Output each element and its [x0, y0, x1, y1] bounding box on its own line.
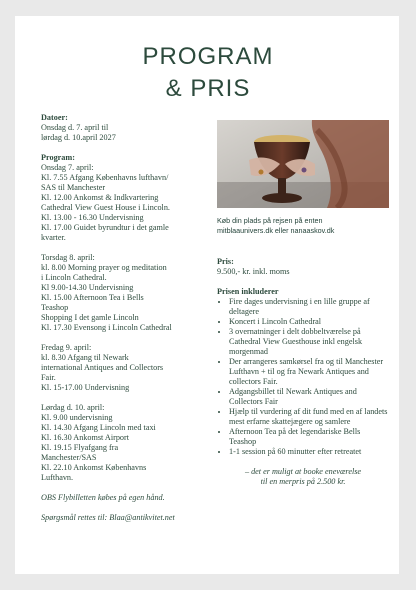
dates-line: lørdag d. 10.april 2027	[41, 133, 116, 142]
program-item: Teashop	[41, 303, 69, 312]
program-item: Shopping I det gamle Lincoln	[41, 313, 139, 322]
program-item: Kl. 13.00 - 16.30 Undervisning	[41, 213, 144, 222]
included-item: • Afternoon Tea på det legendariske Bells Teashop	[229, 427, 389, 447]
program-item: Manchester/SAS	[41, 453, 97, 462]
program-item: SAS til Manchester	[41, 183, 106, 192]
program-item: Kl. 15.00 Afternoon Tea i Bells	[41, 293, 144, 302]
program-item: Kl. 14.30 Afgang Lincoln med taxi	[41, 423, 156, 432]
dates-line: Onsdag d. 7. april til	[41, 123, 109, 132]
included-item: • Fire dages undervisning i en lille gruppe af deltagere	[229, 297, 389, 317]
chalice-photo-illustration	[217, 120, 389, 208]
right-column	[217, 257, 389, 487]
program-item: kvarter.	[41, 233, 66, 242]
page-title-line2: & PRIS	[165, 75, 251, 102]
included-heading: Prisen inkluderer	[217, 287, 279, 296]
program-item: Kl. 17.30 Evensong i Lincoln Cathedral	[41, 323, 172, 332]
booking-caption-line: Køb din plads på rejsen på enten	[217, 216, 323, 225]
included-item: • Koncert i Lincoln Cathedral	[229, 317, 389, 327]
left-column	[41, 113, 207, 523]
program-item: Kl. 9.00 undervisning	[41, 413, 113, 422]
program-item: Fair.	[41, 373, 56, 382]
program-item: Kl. 17.00 Guidet byrundtur i det gamle	[41, 223, 169, 232]
program-day-title: Lørdag d. 10. april:	[41, 403, 105, 412]
program-day-title: Fredag 9. april:	[41, 343, 92, 352]
price-heading: Pris:	[217, 257, 234, 266]
program-item: Cathedral View Guest House i Lincoln.	[41, 203, 170, 212]
included-list	[217, 297, 389, 457]
program-section	[41, 153, 207, 483]
included-item: • 3 overnatninger i delt dobbeltværelse på Cathedral View Guesthouse inkl engelsk morgenmad	[229, 327, 389, 357]
program-day	[41, 253, 207, 333]
question-note: Spørgsmål rettes til: Blaa@antikvitet.net	[41, 513, 175, 522]
program-item: Kl. 7.55 Afgang Københavns lufthavn/	[41, 173, 169, 182]
program-item: Kl. 12.00 Ankomst & Indkvartering	[41, 193, 159, 202]
dates-section	[41, 113, 207, 143]
program-item: Kl. 16.30 Ankomst Airport	[41, 433, 130, 442]
single-room-note	[217, 467, 389, 487]
program-item: Kl. 19.15 Flyafgang fra	[41, 443, 119, 452]
booking-caption	[217, 216, 389, 236]
program-item: Lufthavn.	[41, 473, 74, 482]
program-item: i Lincoln Cathedral.	[41, 273, 107, 282]
program-item: Kl. 22.10 Ankomst Københavns	[41, 463, 147, 472]
price-value: 9.500,- kr. inkl. moms	[217, 267, 290, 276]
obs-note: OBS Flybilletten købes på egen hånd.	[41, 493, 165, 502]
program-item: international Antiques and Collectors	[41, 363, 164, 372]
program-day-title: Onsdag 7. april:	[41, 163, 94, 172]
program-item: kl. 8.30 Afgang til Newark	[41, 353, 129, 362]
program-heading: Program:	[41, 153, 75, 162]
booking-caption-line: mitblaaunivers.dk eller nanaaskov.dk	[217, 226, 335, 235]
single-room-line: til en merpris på 2.500 kr.	[260, 477, 346, 486]
included-section	[217, 287, 389, 457]
single-room-line: – det er muligt at booke eneværelse	[244, 467, 362, 476]
included-item: • Hjælp til vurdering af dit fund med en af landets mest erfarne skattejægere og samlere	[229, 407, 389, 427]
program-item: Kl 9.00-14.30 Undervisning	[41, 283, 134, 292]
program-day	[41, 163, 207, 243]
program-day	[41, 403, 207, 483]
included-item: • Adgangsbillet til Newark Antiques and Collectors Fair	[229, 387, 389, 407]
price-section	[217, 257, 389, 277]
included-item: • Der arrangeres samkørsel fra og til Manchester Lufthavn + til og fra Newark Antiques and collectors Fair.	[229, 357, 389, 387]
chalice-photo	[217, 120, 389, 208]
page-title-line1: PROGRAM	[142, 43, 274, 70]
program-day	[41, 343, 207, 393]
program-item: Kl. 15-17.00 Undervisning	[41, 383, 130, 392]
included-item: • 1-1 session på 60 minutter efter retreatet	[229, 447, 389, 457]
program-item: kl. 8.00 Morning prayer og meditation	[41, 263, 167, 272]
program-day-title: Torsdag 8. april:	[41, 253, 95, 262]
dates-heading: Datoer:	[41, 113, 68, 122]
